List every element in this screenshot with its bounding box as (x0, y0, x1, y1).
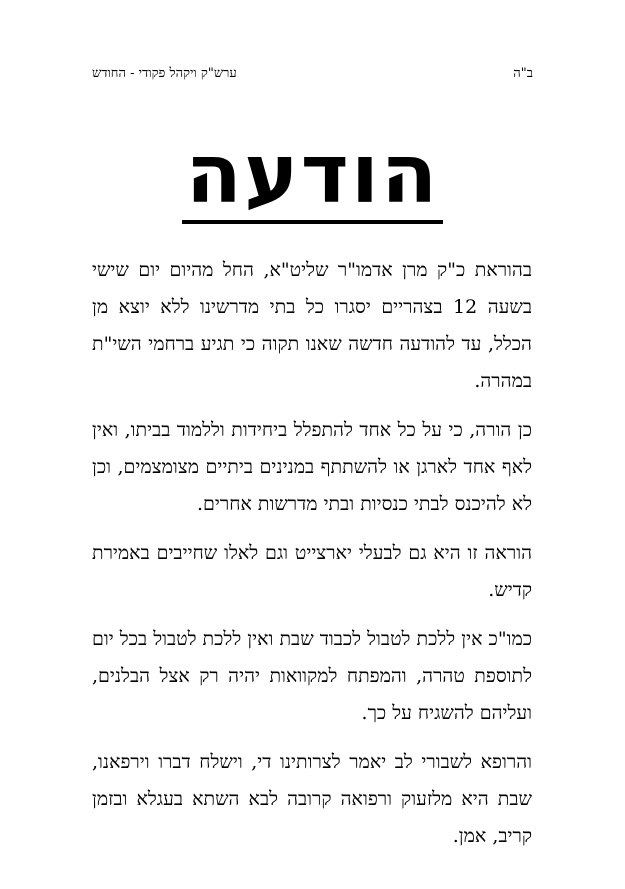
header-parsha-date: ערש"ק ויקהל פקודי - החודש (92, 66, 237, 81)
header-bh: ב"ה (513, 66, 533, 81)
paragraph-2: כן הורה, כי על כל אחד להתפלל ביחידות וללמוד בביתו, ואין לאף אחד לארגן או להשתתף במנינים ביתיים מצומצמים, וכן לא להיכנס לבתי כנסיות ובתי מדרשות אחרים. (92, 419, 532, 515)
page-header (92, 64, 533, 84)
paragraph-5: והרופא לשבורי לב יאמר לצרותינו די, וישלח דברו וירפאנו, שבת היא מלזעוק ורפואה קרובה לבא השתא בעגלא ובזמן קריב, אמן. (92, 751, 532, 847)
paragraph-1: בהוראת כ"ק מרן אדמו"ר שליט"א, החל מהיום יום שישי בשעה 12 בצהריים יסגרו כל בתי מדרשינו ללא יוצא מן הכלל, עד להודעה חדשה שאנו תקוה כי תגיע ברחמי השי"ת במהרה. (92, 259, 532, 392)
page-title: הודעה (182, 130, 444, 224)
paragraph-3: הוראה זו היא גם לבעלי יארצייט וגם לאלו שחייבים באמירת קדיש. (92, 542, 532, 601)
announcement-body (92, 252, 532, 867)
paragraph-4: כמו"כ אין ללכת לטבול לכבוד שבת ואין ללכת לטבול בכל יום לתוספת טהרה, והמפתח למקוואות יהיה רק אצל הבלנים, ועליהם להשגיח על כך. (92, 628, 532, 724)
title-container (0, 127, 625, 224)
